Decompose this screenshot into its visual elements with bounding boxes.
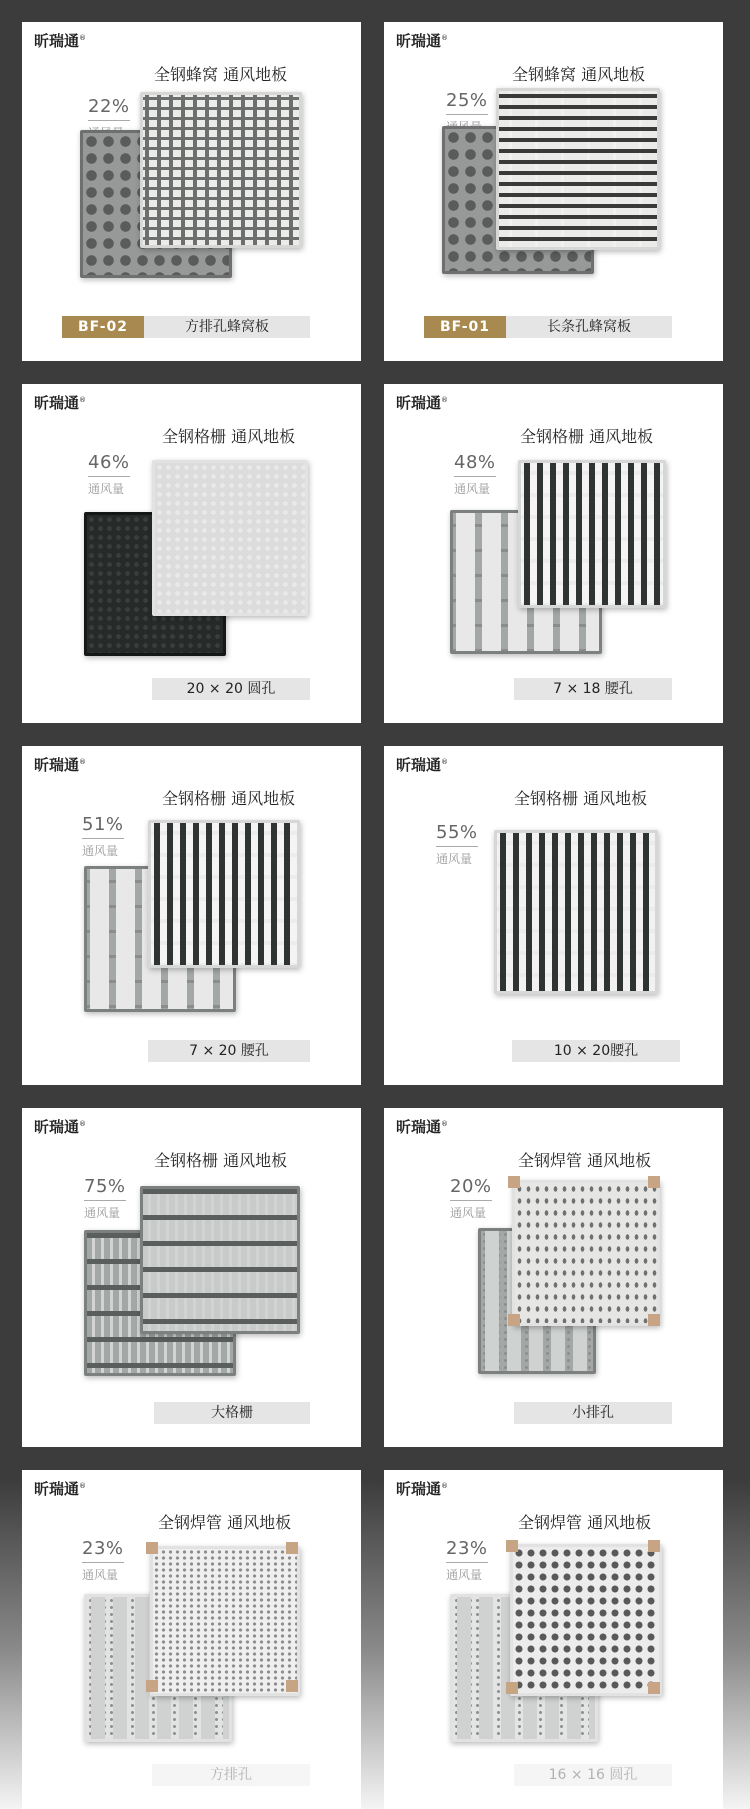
product-card[interactable] xyxy=(22,746,361,1085)
ventilation-label: 通风量 xyxy=(88,482,125,496)
floor-panel-front-image xyxy=(512,1180,660,1326)
model-code-tag: BF-02 xyxy=(62,316,144,338)
product-grid xyxy=(22,22,723,1809)
floor-panel-front-image xyxy=(140,92,302,248)
ventilation-percent: 23% xyxy=(446,1538,488,1563)
hole-type-caption: 方排孔蜂窝板 xyxy=(144,316,310,338)
brand-logo: 昕瑞通® xyxy=(34,394,87,412)
ventilation-percent: 51% xyxy=(82,814,124,839)
brand-logo: 昕瑞通® xyxy=(396,756,449,774)
product-card[interactable] xyxy=(22,1470,361,1809)
card-title: 全钢格栅 通风地板 xyxy=(514,789,648,808)
card-title: 全钢焊管 通风地板 xyxy=(158,1513,292,1532)
ventilation-percent: 20% xyxy=(450,1176,492,1201)
product-card[interactable] xyxy=(22,384,361,723)
ventilation-percent: 25% xyxy=(446,90,488,115)
ventilation-label: 通风量 xyxy=(436,852,473,866)
floor-panel-front-image xyxy=(140,1186,300,1334)
hole-type-caption: 7 × 18 腰孔 xyxy=(514,678,672,700)
card-title: 全钢焊管 通风地板 xyxy=(518,1513,652,1532)
brand-logo: 昕瑞通® xyxy=(34,1480,87,1498)
ventilation-percent: 23% xyxy=(82,1538,124,1563)
ventilation-label: 通风量 xyxy=(446,1568,483,1582)
ventilation-label: 通风量 xyxy=(450,1206,487,1220)
corner-brace-icon xyxy=(286,1680,298,1692)
brand-logo: 昕瑞通® xyxy=(396,1480,449,1498)
hole-type-caption: 16 × 16 圆孔 xyxy=(514,1764,672,1786)
floor-panel-front-image xyxy=(152,460,308,616)
product-card[interactable] xyxy=(384,746,723,1085)
ventilation-percent: 46% xyxy=(88,452,130,477)
floor-panel-front-image xyxy=(150,1546,300,1696)
card-title: 全钢格栅 通风地板 xyxy=(154,1151,288,1170)
ventilation-percent: 75% xyxy=(84,1176,126,1201)
ventilation-percent: 55% xyxy=(436,822,478,847)
card-title: 全钢焊管 通风地板 xyxy=(518,1151,652,1170)
corner-brace-icon xyxy=(506,1540,518,1552)
floor-panel-front-image xyxy=(510,1544,662,1696)
product-card[interactable] xyxy=(384,384,723,723)
card-title: 全钢蜂窝 通风地板 xyxy=(154,65,288,84)
corner-brace-icon xyxy=(146,1542,158,1554)
card-title: 全钢格栅 通风地板 xyxy=(162,789,296,808)
brand-logo: 昕瑞通® xyxy=(34,756,87,774)
floor-panel-front-image xyxy=(494,830,658,994)
corner-brace-icon xyxy=(506,1682,518,1694)
product-card[interactable] xyxy=(384,1108,723,1447)
product-card[interactable] xyxy=(22,1108,361,1447)
product-card[interactable] xyxy=(22,22,361,361)
brand-logo: 昕瑞通® xyxy=(34,32,87,50)
corner-brace-icon xyxy=(648,1314,660,1326)
model-code-tag: BF-01 xyxy=(424,316,506,338)
corner-brace-icon xyxy=(508,1314,520,1326)
card-title: 全钢格栅 通风地板 xyxy=(162,427,296,446)
ventilation-label: 通风量 xyxy=(82,844,119,858)
corner-brace-icon xyxy=(648,1176,660,1188)
ventilation-percent: 22% xyxy=(88,96,130,121)
hole-type-caption: 方排孔 xyxy=(152,1764,310,1786)
corner-brace-icon xyxy=(146,1680,158,1692)
brand-logo: 昕瑞通® xyxy=(34,1118,87,1136)
brand-logo: 昕瑞通® xyxy=(396,32,449,50)
floor-panel-front-image xyxy=(148,820,300,968)
hole-type-caption: 10 × 20腰孔 xyxy=(512,1040,680,1062)
hole-type-caption: 大格栅 xyxy=(154,1402,310,1424)
brand-logo: 昕瑞通® xyxy=(396,394,449,412)
brand-logo: 昕瑞通® xyxy=(396,1118,449,1136)
corner-brace-icon xyxy=(286,1542,298,1554)
ventilation-label: 通风量 xyxy=(84,1206,121,1220)
ventilation-label: 通风量 xyxy=(82,1568,119,1582)
floor-panel-front-image xyxy=(518,460,666,608)
card-title: 全钢蜂窝 通风地板 xyxy=(512,65,646,84)
hole-type-caption: 小排孔 xyxy=(514,1402,672,1424)
product-card[interactable] xyxy=(384,1470,723,1809)
hole-type-caption: 长条孔蜂窝板 xyxy=(506,316,672,338)
ventilation-label: 通风量 xyxy=(454,482,491,496)
ventilation-percent: 48% xyxy=(454,452,496,477)
hole-type-caption: 7 × 20 腰孔 xyxy=(148,1040,310,1062)
corner-brace-icon xyxy=(648,1682,660,1694)
floor-panel-front-image xyxy=(496,88,660,250)
card-title: 全钢格栅 通风地板 xyxy=(520,427,654,446)
corner-brace-icon xyxy=(648,1540,660,1552)
product-card[interactable] xyxy=(384,22,723,361)
corner-brace-icon xyxy=(508,1176,520,1188)
hole-type-caption: 20 × 20 圆孔 xyxy=(152,678,310,700)
